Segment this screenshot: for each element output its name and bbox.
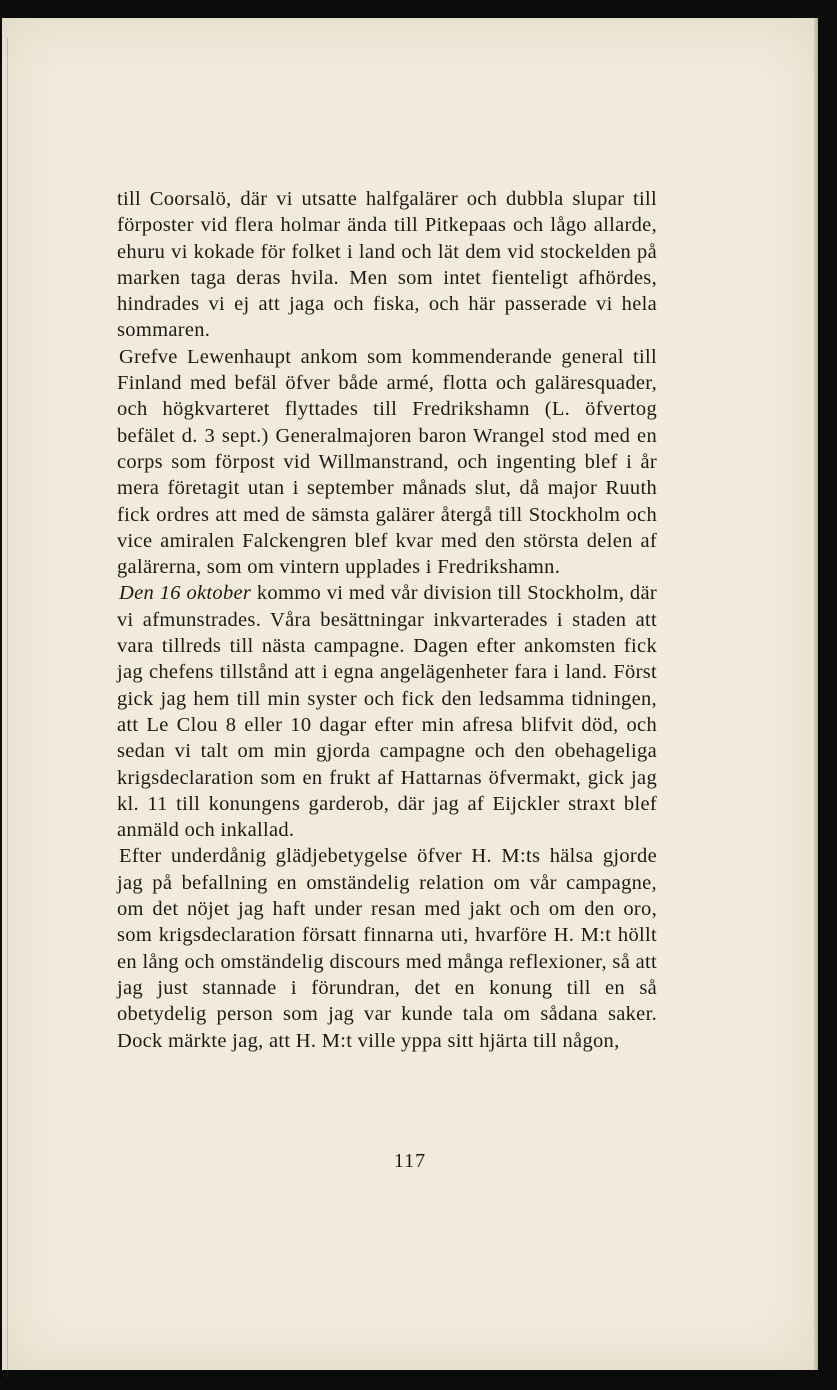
paragraph-3-text: kommo vi med vår division till Stockholm, där vi afmunstrades. Våra besättningar inkvarterades i staden att vara tillreds till nästa campagne. Dagen efter ankomsten fick jag chefens tillstånd att i egna angelägenheter fara i land. Först gick jag hem till min syster och fick den ledsamma tidningen, att Le Clou 8 eller 10 dagar efter min afresa blifvit död, och sedan vi talt om min gjorda campagne och den obehageliga krigsdeclaration som en frukt af Hattarnas öfvermakt, gick jag kl. 11 till konungens garderob, där jag af Eijckler straxt blef anmäld och inkallad. — [117, 582, 657, 842]
book-page — [2, 18, 818, 1370]
page-number: 117 — [393, 1150, 427, 1172]
paragraph-1-text: till Coorsalö, där vi utsatte halfgalärer och dubbla slupar till förposter vid flera holmar ända till Pitkepaas och lågo allarde, ehuru vi kokade för folket i land och lät dem vid stockelden på marken taga deras hvila. Men som intet fienteligt afhördes, hindrades vi ej att jaga och fiska, och här passerade vi hela sommaren. — [117, 188, 657, 342]
paragraph-3-date: Den 16 oktober — [119, 582, 252, 605]
paragraph-2 — [117, 344, 657, 581]
paragraph-4 — [117, 843, 657, 1053]
paragraph-1 — [117, 186, 657, 344]
paragraph-2-text: Grefve Lewenhaupt ankom som kommenderande general till Finland med befäl öfver både armé, flotta och galäresquader, och högkvarteret flyttades till Fredrikshamn (L. öfvertog befälet d. 3 sept.) Generalmajoren baron Wrangel stod med en corps som förpost vid Willmanstrand, och ingenting blef i år mera företagit utan i september månads slut, då major Ruuth fick ordres att med de sämsta galärer återgå till Stockholm och vice amiralen Falckengren blef kvar med den största delen af galärerna, som om vintern upplades i Fredrikshamn. — [117, 345, 657, 579]
page-gutter-line — [7, 38, 8, 1378]
paragraph-4-text: Efter underdånig glädjebetygelse öfver H. M:ts hälsa gjorde jag på befallning en omständelig relation om vår campagne, om det nöjet jag haft under resan med jakt och om den oro, som krigsdeclaration försatt finnarna uti, hvarföre H. M:t höllt en lång och omständelig discours med många reflexioner, så att jag just stannade i förundran, det en konung till en så obetydelig person som jag var kunde tala om sådana saker. Dock märkte jag, att H. M:t ville yppa sitt hjärta till någon, — [117, 845, 657, 1052]
body-text — [117, 186, 657, 1054]
paragraph-3 — [117, 580, 657, 843]
